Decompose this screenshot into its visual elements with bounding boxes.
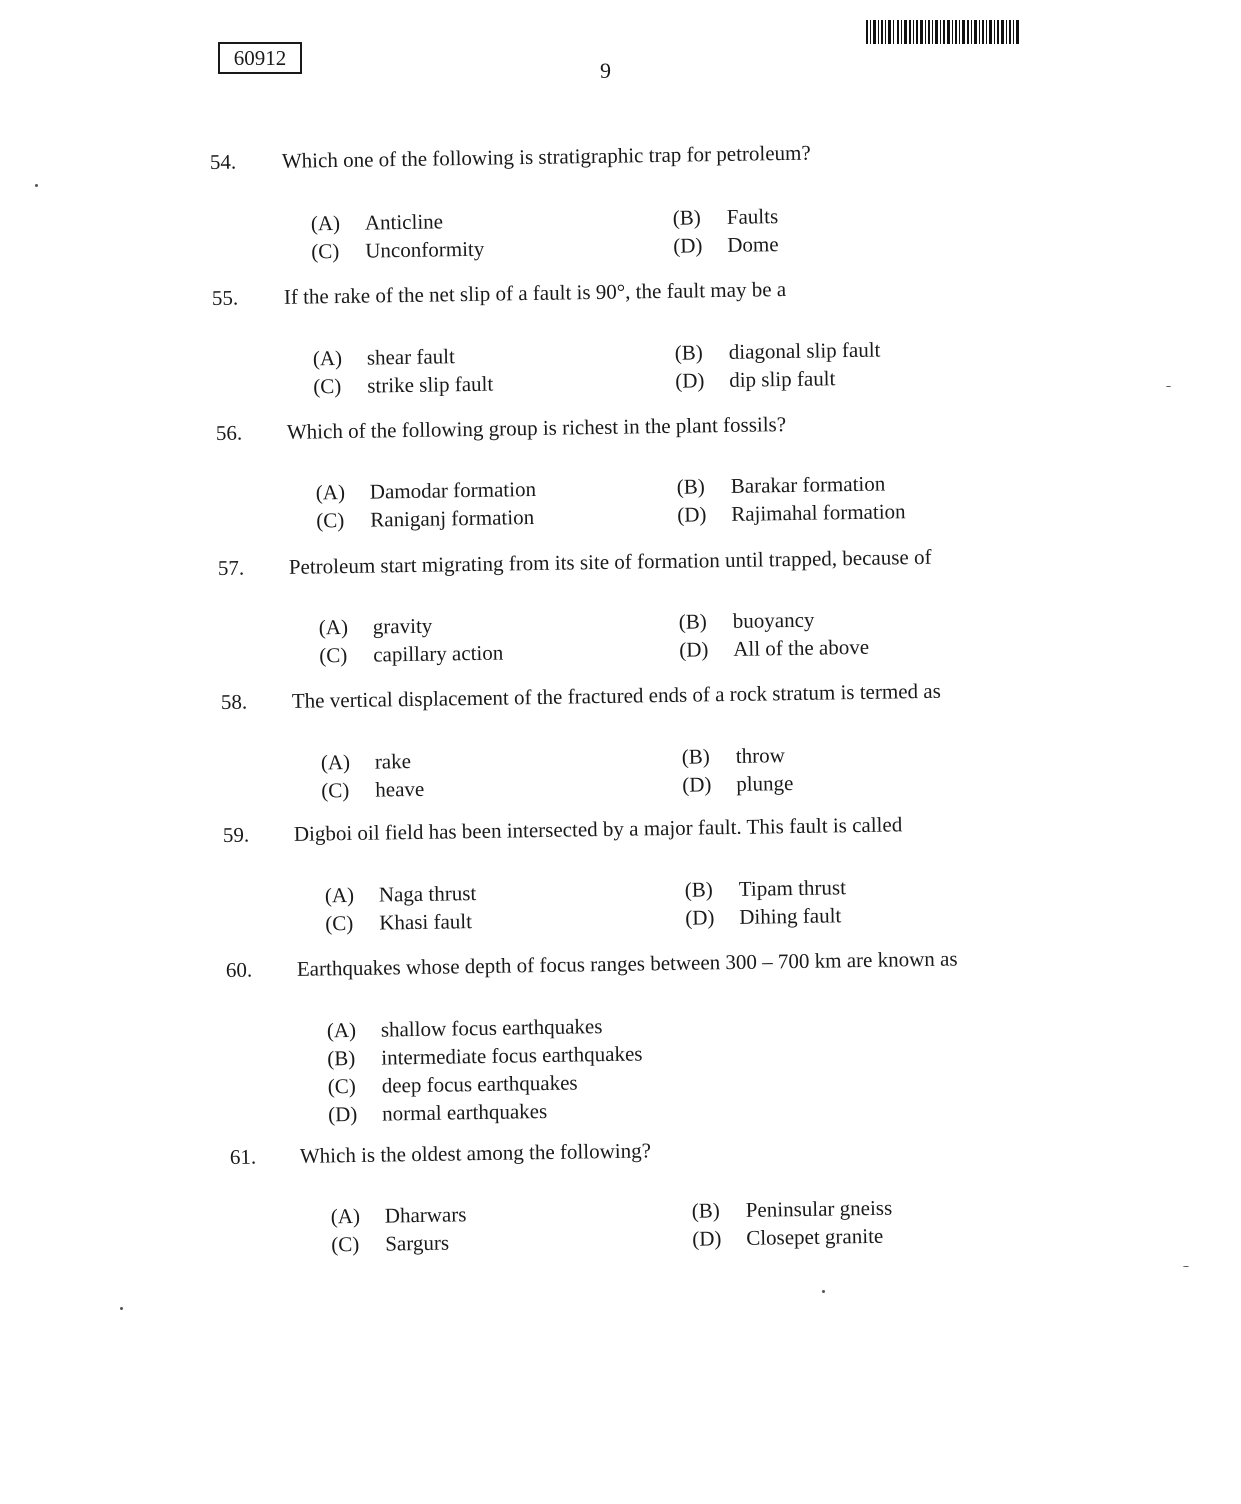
option-text: plunge: [736, 771, 794, 796]
option-label: (A): [324, 882, 355, 908]
question-text: Which one of the following is stratigraphic trap for petroleum?: [281, 140, 811, 173]
question-58: [0, 674, 1241, 803]
option-text: diagonal slip fault: [728, 337, 881, 364]
option-c: [331, 1231, 449, 1258]
option-label: (B): [674, 340, 703, 365]
option-label: (D): [679, 637, 709, 662]
option-c: [328, 1070, 578, 1099]
option-label: (C): [331, 1231, 360, 1257]
option-c: [313, 372, 493, 400]
option-label: (D): [685, 905, 715, 930]
option-text: Khasi fault: [379, 909, 473, 935]
option-b: [682, 743, 785, 770]
option-text: Anticline: [364, 209, 444, 235]
option-label: (C): [325, 910, 354, 936]
option-a: [331, 1202, 467, 1229]
paper-code-box: 60912: [218, 42, 302, 74]
question-number: 54.: [209, 149, 237, 174]
option-d: [673, 232, 779, 259]
option-text: normal earthquakes: [381, 1098, 548, 1126]
option-text: Faults: [726, 204, 779, 229]
option-text: capillary action: [373, 640, 504, 667]
option-label: (D): [673, 233, 703, 258]
option-text: Peninsular gneiss: [745, 1195, 893, 1222]
scan-speck: [1166, 386, 1171, 387]
question-number: 61.: [229, 1144, 257, 1169]
option-text: Closepet granite: [746, 1223, 884, 1250]
option-a: [313, 344, 455, 371]
question-55: [0, 270, 1241, 399]
option-label: (C): [327, 1073, 356, 1099]
option-a: [321, 749, 412, 775]
option-d: [682, 771, 794, 798]
option-b: [679, 608, 815, 635]
option-label: (C): [311, 238, 340, 264]
option-b: [677, 471, 886, 499]
option-text: rake: [374, 749, 412, 774]
option-text: Dharwars: [384, 1202, 467, 1228]
option-text: intermediate focus earthquakes: [381, 1041, 643, 1070]
option-label: (A): [315, 479, 346, 505]
question-number: 58.: [220, 689, 248, 714]
question-text: Earthquakes whose depth of focus ranges between 300 – 700 km are known as: [296, 946, 958, 981]
question-text: If the rake of the net slip of a fault is 90°, the fault may be a: [283, 276, 787, 309]
scan-speck: [120, 1307, 123, 1310]
option-label: (C): [313, 373, 342, 399]
option-c: [321, 777, 424, 804]
scan-speck: [35, 184, 38, 187]
option-label: (C): [319, 642, 348, 668]
option-text: dip slip fault: [729, 366, 836, 392]
option-text: shallow focus earthquakes: [380, 1014, 603, 1042]
option-text: Barakar formation: [730, 471, 886, 498]
question-61: [0, 1129, 1241, 1257]
option-text: Unconformity: [365, 236, 485, 263]
option-a: [316, 477, 537, 505]
option-a: [311, 209, 444, 236]
option-a: [327, 1014, 603, 1043]
option-b: [673, 204, 779, 231]
option-text: Rajimahal formation: [731, 499, 906, 526]
question-text: Which of the following group is richest in the plant fossils?: [286, 412, 787, 444]
option-c: [319, 641, 503, 669]
question-number: 55.: [211, 285, 239, 310]
option-label: (B): [676, 474, 705, 499]
option-c: [316, 505, 534, 533]
option-label: (B): [684, 877, 713, 902]
barcode-icon: [866, 20, 1020, 44]
option-b: [327, 1041, 643, 1071]
option-label: (B): [327, 1045, 356, 1071]
option-text: throw: [735, 743, 785, 768]
option-b: [685, 875, 847, 903]
option-label: (C): [321, 777, 350, 803]
question-text: The vertical displacement of the fractured ends of a rock stratum is termed as: [291, 678, 941, 713]
option-label: (A): [318, 614, 349, 640]
question-54: [0, 134, 1241, 264]
option-text: All of the above: [733, 634, 870, 661]
scan-speck: [1183, 1266, 1189, 1267]
option-text: Dome: [727, 232, 779, 257]
question-number: 60.: [225, 957, 253, 982]
scan-speck: [822, 1290, 825, 1293]
option-label: (D): [677, 502, 707, 527]
option-b: [675, 338, 881, 366]
question-number: 59.: [222, 822, 250, 847]
option-text: Dihing fault: [739, 903, 842, 929]
option-a: [325, 881, 477, 908]
option-label: (A): [320, 749, 351, 775]
option-c: [311, 237, 484, 265]
option-d: [685, 903, 841, 930]
option-label: (D): [675, 368, 705, 393]
option-label: (B): [681, 744, 710, 769]
option-text: heave: [375, 776, 425, 802]
question-60: [0, 942, 1241, 1127]
option-label: (A): [326, 1017, 357, 1043]
option-d: [675, 366, 836, 394]
option-text: Damodar formation: [369, 476, 537, 504]
option-text: Naga thrust: [378, 881, 477, 907]
option-text: shear fault: [366, 344, 456, 370]
option-text: Sargurs: [385, 1230, 450, 1256]
option-d: [677, 499, 906, 528]
option-label: (B): [691, 1198, 720, 1223]
option-b: [692, 1196, 893, 1224]
option-text: buoyancy: [732, 607, 815, 633]
question-59: [0, 807, 1241, 936]
option-label: (D): [327, 1101, 358, 1127]
question-number: 56.: [215, 420, 243, 445]
option-label: (A): [330, 1203, 361, 1229]
option-text: strike slip fault: [367, 371, 494, 398]
option-label: (B): [672, 205, 701, 230]
option-text: deep focus earthquakes: [381, 1070, 578, 1098]
option-text: Raniganj formation: [370, 505, 535, 532]
page-number: 9: [600, 58, 611, 83]
option-c: [325, 909, 472, 936]
option-label: (D): [692, 1226, 722, 1251]
question-57: [0, 540, 1241, 668]
option-text: Tipam thrust: [738, 875, 847, 901]
option-label: (C): [316, 507, 345, 533]
option-label: (A): [310, 210, 341, 236]
option-d: [679, 635, 869, 663]
option-d: [692, 1224, 883, 1252]
question-text: Petroleum start migrating from its site of formation until trapped, because of: [288, 544, 932, 579]
option-label: (B): [678, 609, 707, 634]
option-label: (D): [682, 772, 712, 797]
option-text: gravity: [372, 613, 433, 639]
option-d: [328, 1099, 547, 1127]
option-a: [319, 614, 433, 641]
question-text: Digboi oil field has been intersected by a major fault. This fault is called: [293, 812, 903, 846]
question-56: [0, 405, 1241, 533]
option-label: (A): [312, 345, 343, 371]
question-number: 57.: [217, 555, 245, 580]
question-text: Which is the oldest among the following?: [299, 1138, 652, 1168]
